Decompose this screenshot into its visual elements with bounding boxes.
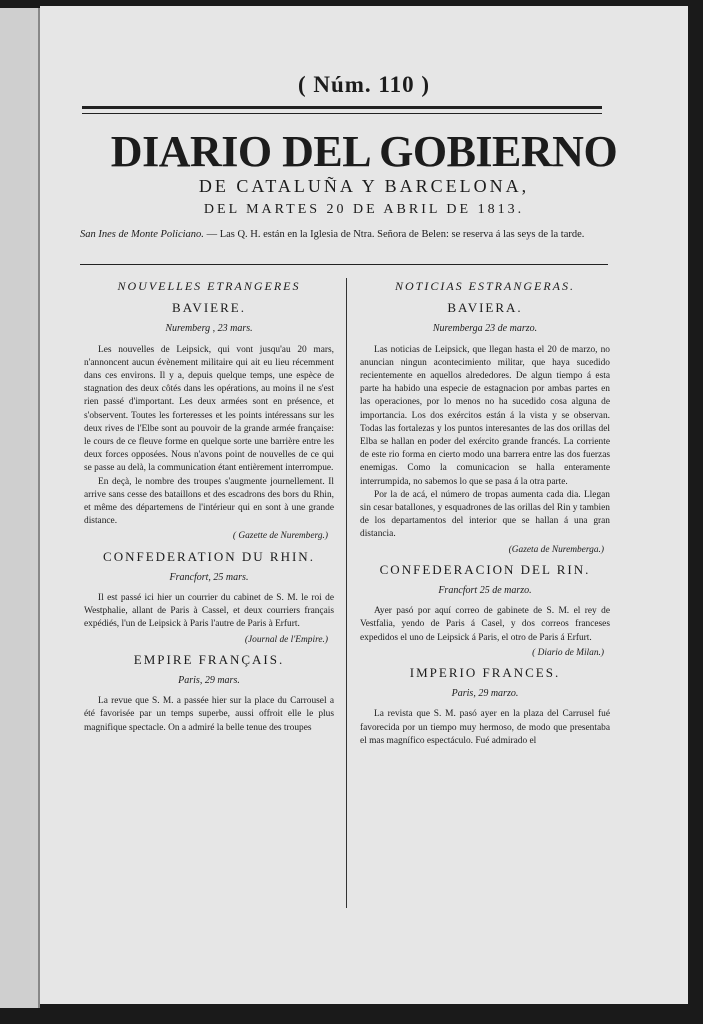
right-dateline-nuremberg: Nuremberga 23 de marzo. xyxy=(432,323,538,335)
left-section-bavaria: BAVIERE. xyxy=(172,300,246,316)
column-divider xyxy=(346,278,347,908)
header-rule-thin xyxy=(82,113,602,114)
left-source: (Journal de l'Empire.) xyxy=(244,634,328,645)
right-column-spanish xyxy=(360,280,610,748)
left-column-header: NOUVELLES ETRANGERES xyxy=(117,279,301,293)
left-paragraph: La revue que S. M. a passée hier sur la place du Carrousel a été favorisée par un temps superbe, aussi offroit elle le plus magnifique spectacle. On a admiré la belle tenue des troupes xyxy=(84,696,334,733)
right-dateline-paris: Paris, 29 marzo. xyxy=(451,688,519,700)
masthead-subtitle: DE CATALUÑA Y BARCELONA, xyxy=(198,176,530,196)
right-paragraph: Las noticias de Leipsick, que llegan hasta el 20 de marzo, no anuncian ningun acontecimiento militar, que haya sucedido recientemente en aquellos alrededores. De algun tiempo á esta parte ha habido una especie de estagnacion por ambas partes en las operaciones, por lo menos no ha sucedido cosa alguna de importancia. Los dos exércitos están á la vista y se observan. Todas las fortalezas y los puntos interesantes de las dos orillas del Elba se hallan en poder del exército grande francés. La corriente de este rio forma en cierto modo una barrera entre las dos fuerzas enemigas. Como la comunicacion se halla enteramente interrumpida, no sabemos lo que se pasa á la otra parte. xyxy=(360,344,610,487)
left-section-empire: EMPIRE FRANÇAIS. xyxy=(133,651,285,667)
right-paragraph: Ayer pasó por aquí correo de gabinete de S. M. el rey de Vestfalia, yendo de Paris á Casel, y dos correos franceses expedidos el uno de Leipsick á Paris, el otro de Paris á Erfurt. xyxy=(360,606,610,643)
right-paragraph: Por la de acá, el número de tropas aumenta cada dia. Llegan sin cesar batallones, y esquadrones de las orillas del Rin y tambien de los departamentos del interior que se hallan á una gran distancia. xyxy=(360,489,610,540)
left-paragraph: Il est passé ici hier un courrier du cabinet de S. M. le roi de Westphalie, allant de Paris à Cassel, et deux courriers français expédiés, l'un de Leipsick à Paris l'autre de Paris à Erfurt. xyxy=(84,593,334,630)
left-dateline-paris: Paris, 29 mars. xyxy=(178,675,240,687)
issue-date: DEL MARTES 20 DE ABRIL DE 1813. xyxy=(203,202,525,217)
left-paragraph: Les nouvelles de Leipsick, qui vont jusqu'au 20 mars, n'annoncent aucun évènement militaire qui ait eu lieu récemment dans ces environs. Il y a, depuis quelque temps, une espèce de stagnation des deux côtés dans les opérations, au moins il ne s'est rien passé d'important. Les deux armées sont en présence, et s'observent. Toutes les forteresses et les points intéressans sur les deux rives de l'Elbe sont au pouvoir de la grande armée française: le cours de ce fleuve forme en quelque sorte une barrière entre les deux forces opposées. Nous n'avons point de nouvelles de ce qui se passe au delà, la communication étant entièrement interrompue. xyxy=(84,344,334,474)
issue-number: ( Núm. 110 ) xyxy=(297,72,431,97)
left-dateline-frankfurt: Francfort, 25 mars. xyxy=(169,571,249,583)
left-source: ( Gazette de Nuremberg.) xyxy=(232,531,328,542)
saint-notice xyxy=(80,228,660,242)
right-section-empire: IMPERIO FRANCES. xyxy=(409,665,561,681)
notice-rule xyxy=(80,264,608,265)
right-paragraph: La revista que S. M. pasó ayer en la plaza del Carrusel fué favorecida por un tiempo muy hermoso, de modo que presentaba el mas magnífico espectáculo. Fué admirado el xyxy=(360,709,610,746)
right-section-rhine: CONFEDERACION DEL RIN. xyxy=(379,561,591,577)
right-source: (Gazeta de Nuremberga.) xyxy=(508,544,604,555)
notice-body: — Las Q. H. están en la Iglesia de Ntra. Señora de Belen: se reserva á las seys de la tarde. xyxy=(203,229,585,240)
facing-page-edge xyxy=(0,8,40,1008)
left-paragraph: En deçà, le nombre des troupes s'augmente journellement. Il arrive sans cesse des bataillons et des escadrons des bors du Rhin, et même des départemens de l'intérieur qui en sont à une grande distance. xyxy=(84,476,334,527)
right-column-header: NOTICIAS ESTRANGERAS. xyxy=(395,279,575,293)
header-rule-top xyxy=(82,106,602,109)
left-section-rhine: CONFEDERATION DU RHIN. xyxy=(103,548,315,564)
right-dateline-frankfurt: Francfort 25 de marzo. xyxy=(438,585,532,597)
newspaper-page xyxy=(40,6,688,1004)
left-dateline-nuremberg: Nuremberg , 23 mars. xyxy=(165,323,253,335)
right-source: ( Diario de Milan.) xyxy=(532,647,604,658)
right-section-bavaria: BAVIERA. xyxy=(447,300,523,316)
saint-name: San Ines de Monte Policiano. xyxy=(80,229,204,240)
masthead-title: DIARIO DEL GOBIERNO xyxy=(110,127,618,176)
left-column-french xyxy=(84,280,334,735)
